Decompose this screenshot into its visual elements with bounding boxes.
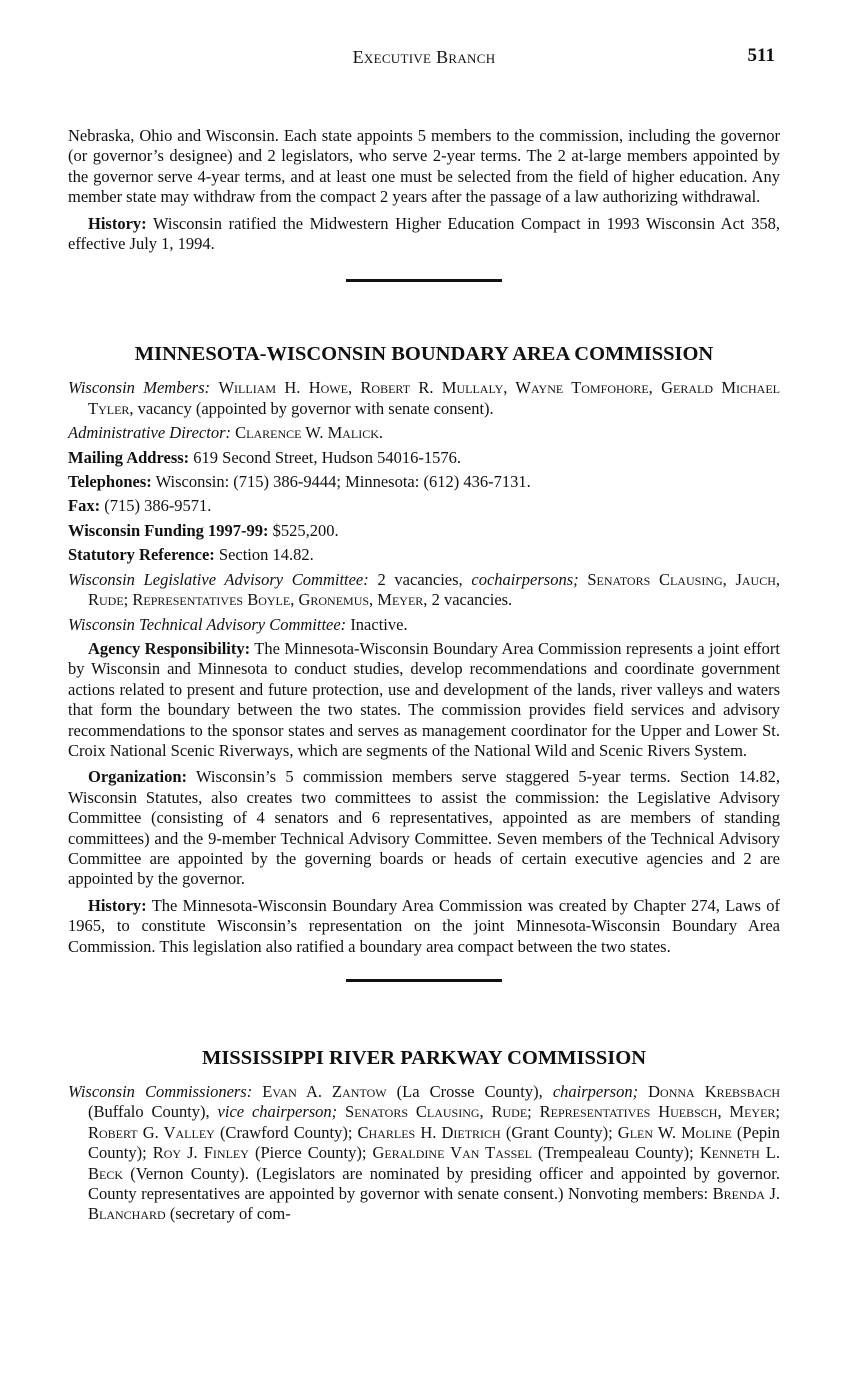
boundary-history: History: The Minnesota-Wisconsin Boundary Area Commission was created by Chapter 274, Laws of 1965, to constitute Wisconsin’s representation on the joint Minnesota-Wisconsin Boundary Area Commission. This legislation also ratified a boundary area compact between the two states. [68,895,780,956]
running-head: Executive Branch [352,47,496,67]
boundary-telephones: Telephones: Wisconsin: (715) 386-9444; Minnesota: (612) 436-7131. [68,472,531,492]
parkway-commission-title: MISSISSIPPI RIVER PARKWAY COMMISSION [201,1047,647,1069]
boundary-mailing-address: Mailing Address: 619 Second Street, Hudson 54016-1576. [68,447,461,467]
boundary-legislative-committee: Wisconsin Legislative Advisory Committee: 2 vacancies, cochairpersons; Senators Clausing, Jauch, Rude; Representatives Boyle, Gronemus, Meyer, 2 vacancies. [68,569,781,610]
section-divider [68,260,780,343]
boundary-responsibility: Agency Responsibility: The Minnesota-Wisconsin Boundary Area Commission represents a joint effort by Wisconsin and Minnesota to conduct studies, develop recommendations and coordinate government actions related to present and future protection, use and development of the lands, river valleys and waters that form the boundary between the two states. The commission provides field services and advisory recommendations to the sponsor states and serves as management coordinator for the Upper and Lower St. Croix National Scenic Riverways, which are segments of the National Wild and Scenic Rivers System. [68,638,781,760]
boundary-funding: Wisconsin Funding 1997-99: $525,200. [68,520,339,540]
boundary-technical-committee: Wisconsin Technical Advisory Committee: Inactive. [68,614,408,634]
boundary-organization: Organization: Wisconsin’s 5 commission members serve staggered 5-year terms. Section 14.82, Wisconsin Statutes, also creates two committees to assist the commission: the Legislative Advisory Committee (consisting of 4 senators and 6 representatives, appointed as are members of standing committees) and the 9-member Technical Advisory Committee. Seven members of the Technical Advisory Committee are appointed by the governing boards or heads of certain executive agencies and 2 are appointed by the governor. [68,767,780,889]
intro-history: History: Wisconsin ratified the Midwestern Higher Education Compact in 1993 Wisconsin Act 358, effective July 1, 1994. [68,213,781,254]
section-divider [68,963,780,1047]
boundary-commission-title: MINNESOTA-WISCONSIN BOUNDARY AREA COMMISSION [134,343,714,366]
parkway-commissioners: Wisconsin Commissioners: Evan A. Zantow (La Crosse County), chairperson; Donna Krebsbach (Buffalo County), vice chairperson; Senators Clausing, Rude; Representatives Huebsch, Meyer; Robert G. Valley (Crawford County); Charles H. Dietrich (Grant County); Glen W. Moline (Pepin County); Roy J. Finley (Pierce County); Geraldine Van Tassel (Trempealeau County); Kenneth L. Beck (Vernon County). (Legislators are nominated by presiding officer and appointed by governor. County representatives are appointed by governor with senate consent.) Nonvoting members: Brenda J. Blanchard (secretary of com- [68,1082,781,1224]
intro-paragraph: Nebraska, Ohio and Wisconsin. Each state appoints 5 members to the commission, including the governor (or governor’s designee) and 2 legislators, who serve 2-year terms. The 2 at-large members appointed by the governor serve 4-year terms, and at least one must be selected from the field of higher education. Any member state may withdraw from the compact 2 years after the passage of a law authorizing withdrawal. [68,126,780,207]
boundary-director: Administrative Director: Clarence W. Malick. [68,423,384,443]
boundary-members: Wisconsin Members: William H. Howe, Robert R. Mullaly, Wayne Tomfohore, Gerald Michael Tyler, vacancy (appointed by governor with senate consent). [68,378,780,418]
page-number: 511 [747,45,775,66]
boundary-statutory-reference: Statutory Reference: Section 14.82. [68,545,314,565]
boundary-fax: Fax: (715) 386-9571. [68,496,212,516]
page-body [68,126,780,1229]
